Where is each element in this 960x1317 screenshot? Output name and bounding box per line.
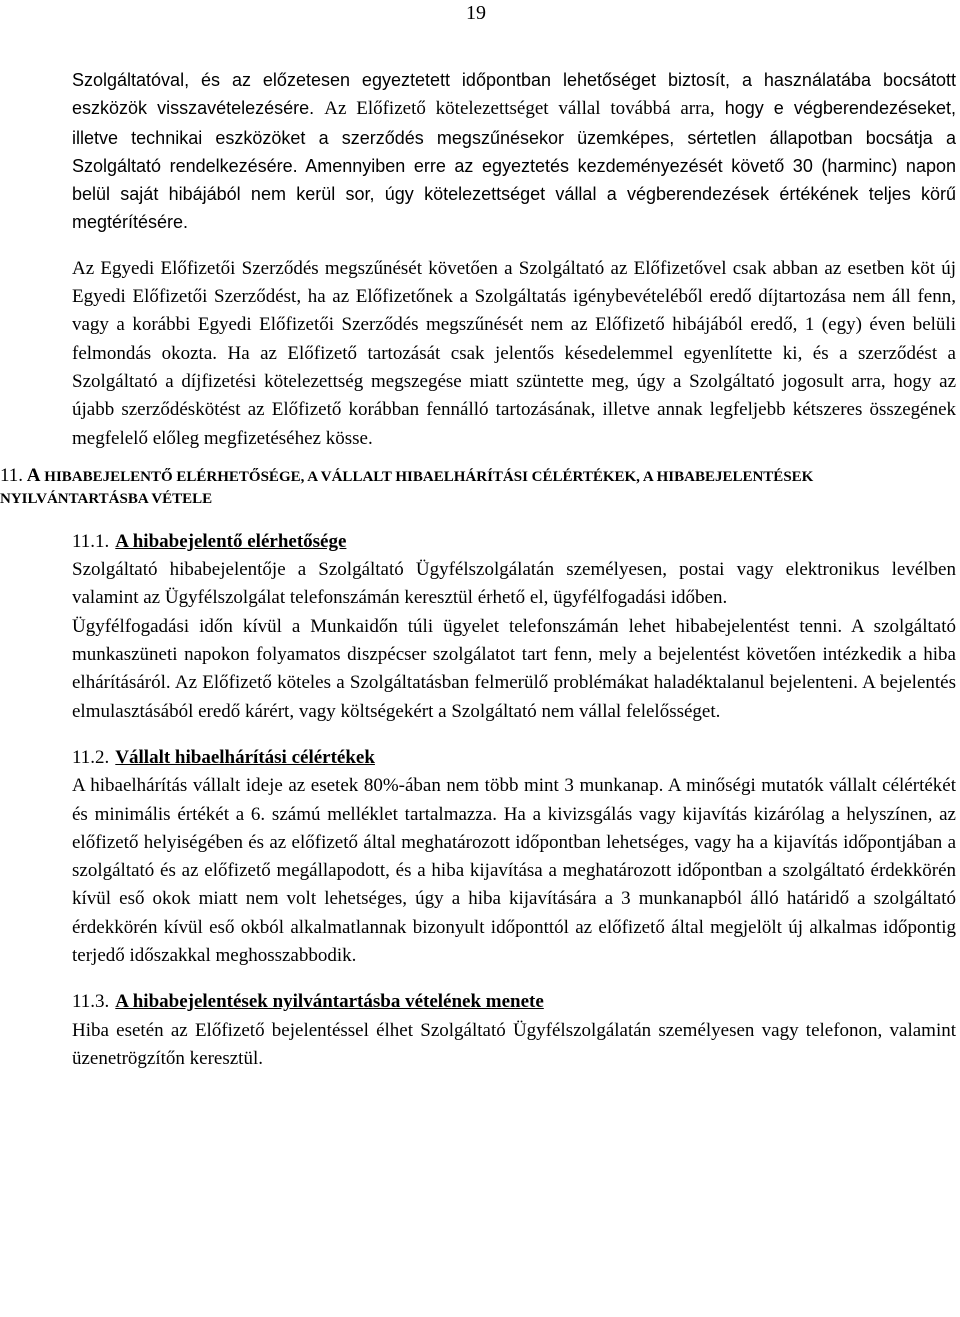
section-number: 11.2. [72, 746, 110, 768]
section-11-2 [72, 744, 956, 970]
section-title: Vállalt hibaelhárítási célértékek [115, 746, 375, 768]
chapter-heading [0, 465, 956, 510]
section-heading [72, 528, 956, 556]
paragraph-part: hogy e végberendezéseket, illetve technikai eszközöket a szerződés megszűnésekor üzemképes, sértetlen állapotban bocsátja a Szolgáltató rendelkezésére. Amennyiben erre az egyeztetés kezdeményezését követő 30 (harminc) napon belül saját hibájából nem kerül sor, úgy kötelezettséget vállal a végberendezések értékének teljes körű megtérítésére. [72, 98, 956, 233]
chapter-first-letter: A [26, 464, 41, 486]
section-heading [72, 744, 956, 772]
document-body [0, 66, 956, 1073]
section-heading [72, 988, 956, 1016]
section-title: A hibabejelentések nyilvántartásba vételének menete [115, 991, 544, 1013]
section-paragraph: A hibaelhárítás vállalt ideje az esetek 80%-ában nem több mint 3 munkanap. A minőségi mutatók vállalt célértékét és minimális értékét a 6. számú melléklet tartalmazza. Ha a kivizsgálás vagy kijavítás kizárólag a helyszínen, az előfizető helyiségében és az előfizető által meghatározott időpontban lehetséges, vagy ha a kijavítás időpontjában a szolgáltató és az előfizető megállapodott, és a hiba kijavítása a meghatározott időpontban a szolgáltató érdekkörén kívül eső okok miatt nem volt lehetséges, úgy a hiba kijavítására a 3 munkanapból álló határidő a szolgáltató érdekkörén kívül eső okból alkalmatlannak bizonyult időponttól az előfizető által megjelölt új alkalmas időpontig terjedő időszakkal meghosszabbodik. [72, 775, 956, 967]
paragraph-part: Az Előfizető kötelezettséget vállal továbbá arra, [324, 98, 715, 120]
page-number: 19 [466, 2, 486, 24]
section-paragraph: Hiba esetén az Előfizető bejelentéssel élhet Szolgáltató Ügyfélszolgálatán személyesen vagy telefonon, valamint üzenetrögzítőn keresztül. [72, 1019, 956, 1069]
section-11-1 [72, 528, 956, 726]
paragraph-new-contract: Az Egyedi Előfizetői Szerződés megszűnését követően a Szolgáltató az Előfizetővel csak abban az esetben köt új Egyedi Előfizetői Szerződést, ha az Előfizetőnek a Szolgáltatás igénybevételéből eredő díjtartozása nem áll fenn, vagy a korábbi Egyedi Előfizetői Szerződés megszűnését nem az Előfizető hibájából eredő, 1 (egy) éven belüli felmondás okozta. Ha az Előfizető tartozását csak jelentős késedelemmel egyenlítette ki, és a szerződést a Szolgáltató a díjfizetési kötelezettség megszegése miatt szüntette meg, úgy a Szolgáltató jogosult arra, hogy az újabb szerződéskötést az Előfizető korábban fennálló tartozásának, illetve annak legfeljebb kétszeres összegének megfelelő előleg megfizetéséhez kösse. [72, 257, 956, 449]
section-paragraph: Szolgáltató hibabejelentője a Szolgáltató Ügyfélszolgálatán személyesen, postai vagy elektronikus levélben valamint az Ügyfélszolgálat telefonszámán keresztül érhető el, ügyfélfogadási időben. [72, 559, 956, 609]
section-number: 11.1. [72, 530, 110, 552]
section-paragraph: Ügyfélfogadási időn kívül a Munkaidőn túli ügyelet telefonszámán lehet hibabejelentést tenni. A szolgáltató munkaszüneti napokon folyamatos diszpécser szolgálatot tart fenn, mely a bejelentést követően intézkedik a hiba elhárításáról. Az Előfizető köteles a Szolgáltatásban felmerülő problémákat haladéktalanul bejelenteni. A bejelentés elmulasztásából eredő kárért, vagy költségekért a Szolgáltató nem vállal felelősséget. [72, 615, 956, 722]
chapter-title: HIBABEJELENTŐ ELÉRHETŐSÉGE, A VÁLLALT HIBAELHÁRÍTÁSI CÉLÉRTÉKEK, A HIBABEJELENTÉSEK NYILVÁNTARTÁSBA VÉTELE [0, 468, 814, 507]
section-number: 11.3. [72, 991, 110, 1013]
paragraph-part: Szolgáltatóval, és az előzetesen egyeztetett időpontban lehetőséget biztosít, a használatába bocsátott eszközök visszavételezésére. [72, 70, 956, 119]
section-title: A hibabejelentő elérhetősége [115, 530, 347, 552]
chapter-number: 11. [0, 464, 24, 486]
paragraph-equipment-return [72, 66, 956, 237]
section-11-3 [72, 988, 956, 1073]
